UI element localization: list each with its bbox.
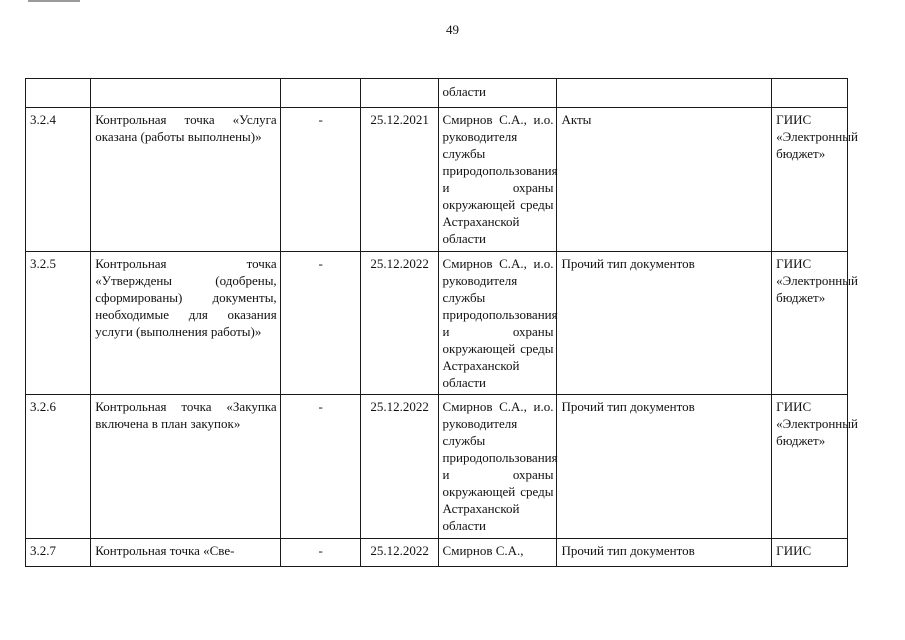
cell-responsible-mark: - [280,252,360,395]
cell-responsible-mark: - [280,395,360,539]
cell-name: Контрольная точка «Закупка включена в план закупок» [91,395,280,539]
cell-date: 25.12.2021 [360,108,438,252]
cell-person: Смирнов С.А., и.о. руководителя службы природопользования и охраны окружающей среды Астраханской области [438,252,557,395]
cell-person: Смирнов С.А., и.о. руководителя службы природопользования и охраны окружающей среды Астраханской области [438,395,557,539]
cell-system [772,79,848,108]
cell-responsible-mark: - [280,108,360,252]
cell-person: области [438,79,557,108]
cell-document: Прочий тип документов [557,395,772,539]
cell-name [91,79,280,108]
table-row [26,539,848,567]
page-number: 49 [446,22,459,37]
control-points-table [25,78,858,567]
cell-system: ГИИС [772,539,848,567]
cell-date: 25.12.2022 [360,539,438,567]
table-row [26,108,848,252]
cell-responsible-mark [280,79,360,108]
cell-date [360,79,438,108]
cell-system: ГИИС «Электронный бюджет» [772,108,848,252]
cell-person: Смирнов С.А., и.о. руководителя службы природопользования и охраны окружающей среды Астраханской области [438,108,557,252]
table-row [26,395,848,539]
cell-document: Акты [557,108,772,252]
cell-num [26,79,91,108]
cell-document: Прочий тип документов [557,539,772,567]
cell-num: 3.2.6 [26,395,91,539]
cell-date: 25.12.2022 [360,395,438,539]
cell-system: ГИИС «Электронный бюджет» [772,252,848,395]
cell-num: 3.2.7 [26,539,91,567]
cell-person: Смирнов С.А., [438,539,557,567]
table-row [26,252,848,395]
table-row-carry-over [26,79,848,108]
cell-document: Прочий тип документов [557,252,772,395]
cell-name: Контрольная точка «Све- [91,539,280,567]
cell-name: Контрольная точка «Услуга оказана (работы выполнены)» [91,108,280,252]
cell-responsible-mark: - [280,539,360,567]
cell-num: 3.2.5 [26,252,91,395]
scan-edge-mark [28,0,80,2]
cell-num: 3.2.4 [26,108,91,252]
cell-date: 25.12.2022 [360,252,438,395]
cell-document [557,79,772,108]
cell-system: ГИИС «Электронный бюджет» [772,395,848,539]
cell-name: Контрольная точка «Утверждены (одобрены, сформированы) документы, необходимые для оказания услуги (выполнения работы)» [91,252,280,395]
